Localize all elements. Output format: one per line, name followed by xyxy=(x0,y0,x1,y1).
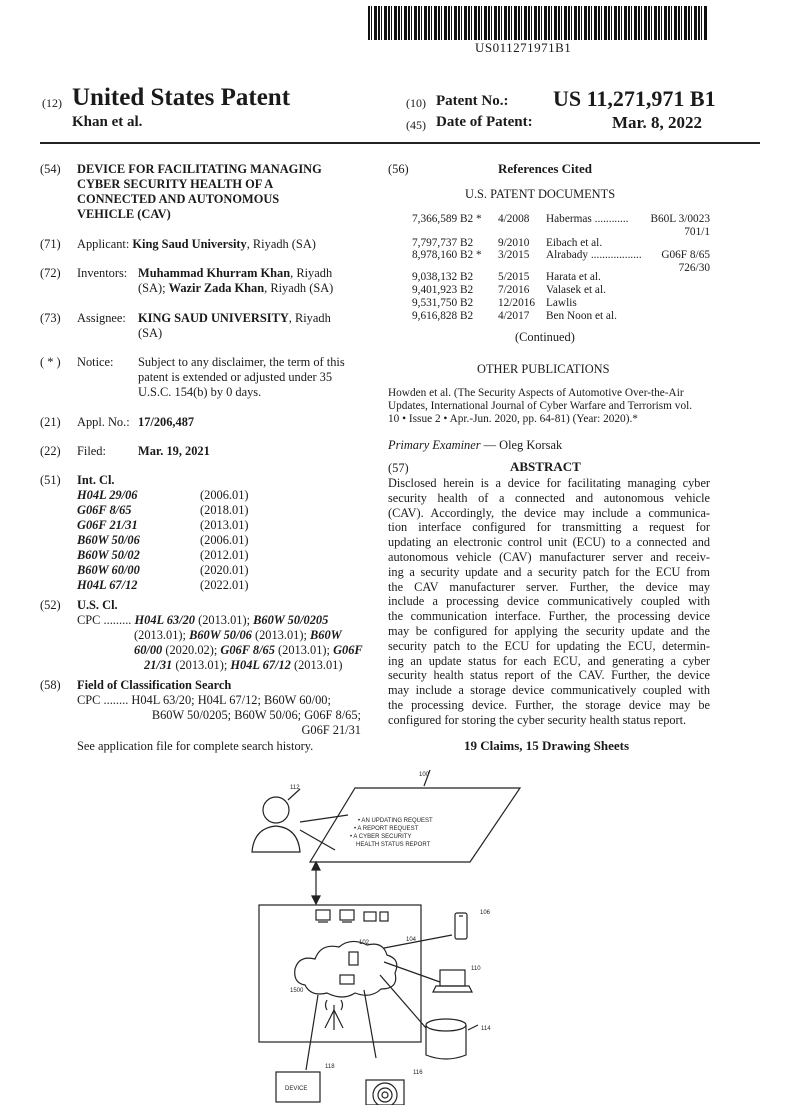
request-item-2: • A REPORT REQUEST xyxy=(354,826,419,832)
server-storage xyxy=(426,1025,466,1059)
cpc-segment: CPC ......... xyxy=(77,613,135,627)
code-54: (54) xyxy=(40,162,61,176)
user-head xyxy=(263,797,289,823)
patent-date: Mar. 8, 2022 xyxy=(612,113,703,132)
cpc-segment: B60W xyxy=(310,628,342,642)
ref-106: 106 xyxy=(480,910,491,916)
appl-number: 17/206,487 xyxy=(138,415,195,429)
laptop-device xyxy=(440,970,465,986)
reference-cell: 7,797,737 B2 xyxy=(412,237,474,249)
ref-112: 112 xyxy=(290,785,300,791)
abstract-line: may include a storage device communicatively coupled with xyxy=(388,683,710,698)
inventor-short: Khan et al. xyxy=(72,114,143,130)
patent-type-title: United States Patent xyxy=(72,84,291,111)
field-search-label: Field of Classification Search xyxy=(77,678,232,692)
cpc-segment: (2013.01); xyxy=(172,658,231,672)
reference-class: G06F 8/65 xyxy=(661,249,710,261)
reference-cell: 12/2016 xyxy=(498,297,536,309)
notice-text: Subject to any disclaimer, the term of this patent is extended or adjusted under 35 U.S.C. 154(b) by 0 days. xyxy=(138,355,345,399)
reference-cell: Ben Noon et al. xyxy=(546,310,617,322)
abstract-line: include a processing device communicatively coupled with xyxy=(388,594,710,609)
code-12: (12) xyxy=(42,96,62,110)
abstract-title: ABSTRACT xyxy=(510,459,581,474)
filed-date: Mar. 19, 2021 xyxy=(138,444,210,458)
cpc-segment: (2013.01); xyxy=(194,613,254,627)
filed-label: Filed: xyxy=(77,444,106,458)
barcode-number: US011271971B1 xyxy=(475,40,572,55)
reference-cell: 4/2017 xyxy=(498,310,530,322)
code-21: (21) xyxy=(40,415,61,429)
int-cl-row: H04L 67/12 (2022.01) xyxy=(77,578,249,592)
patent-number: US 11,271,971 B1 xyxy=(553,86,716,111)
reference-class: B60L 3/0023 xyxy=(650,213,710,225)
int-cl-label: Int. Cl. xyxy=(77,473,115,487)
abstract-line: Disclosed herein is a device for facilitating managing cyber xyxy=(388,476,710,490)
assignee: KING SAUD UNIVERSITY, Riyadh (SA) xyxy=(138,311,331,340)
int-cl-row: H04L 29/06 (2006.01) xyxy=(77,488,249,502)
claims-count: 19 Claims, 15 Drawing Sheets xyxy=(464,738,630,753)
cpc-segment: G06F 8/65 xyxy=(220,643,275,657)
abstract-line: the processing device. Further, the storage device may be xyxy=(388,697,710,712)
code-notice: ( * ) xyxy=(40,355,61,369)
cpc-segment: G06F xyxy=(333,643,363,657)
reference-class-sub: 701/1 xyxy=(684,226,710,238)
int-cl-row: B60W 60/00 (2020.01) xyxy=(77,563,249,577)
int-cl-row: B60W 50/06 (2006.01) xyxy=(77,533,249,547)
cpc-segment: H04L 67/12 xyxy=(230,658,291,672)
reference-cell: 8,978,160 B2 * xyxy=(412,249,482,261)
continued-link[interactable]: (Continued) xyxy=(515,330,575,344)
reference-cell: 7,366,589 B2 * xyxy=(412,213,482,225)
code-10: (10) xyxy=(406,96,426,110)
cpc-segment: B60W 50/06 xyxy=(189,628,252,642)
abstract-line: autonomous vehicle (CAV) manufacturer server and receiv- xyxy=(388,549,710,564)
us-patent-documents: U.S. PATENT DOCUMENTS xyxy=(465,187,616,201)
cpc-segment: (2013.01); xyxy=(274,643,334,657)
reference-cell: 5/2015 xyxy=(498,271,530,283)
reference-cell: 7/2016 xyxy=(498,284,530,296)
references-title: References Cited xyxy=(498,161,592,176)
date-label: Date of Patent: xyxy=(436,114,533,130)
abstract-line: security health status report of the CAV. Further, the device xyxy=(388,668,710,683)
cpc-segment: B60W 50/0205 xyxy=(253,613,329,627)
reference-cell: Alrabady .................. xyxy=(546,249,642,261)
reference-cell: 9,038,132 B2 xyxy=(412,271,474,283)
invention-title: DEVICE FOR FACILITATING MANAGING CYBER SECURITY HEALTH OF A CONNECTED AND AUTONOMOUS VEHICLE (CAV) xyxy=(77,162,322,221)
request-item-1: • AN UPDATING REQUEST xyxy=(358,818,433,824)
reference-cell: Eibach et al. xyxy=(546,237,603,249)
code-51: (51) xyxy=(40,473,61,487)
cpc-segment: (2013.01); xyxy=(251,628,311,642)
reference-cell: Valasek et al. xyxy=(546,284,606,296)
reference-cell: Harata et al. xyxy=(546,271,601,283)
abstract-line: tion interface configured for transmitting a request for xyxy=(388,520,710,535)
reference-cell: 9,401,923 B2 xyxy=(412,284,474,296)
code-72: (72) xyxy=(40,266,61,280)
code-22: (22) xyxy=(40,444,61,458)
abstract-line: security patch to the ECU for updating the ECU, determin- xyxy=(388,638,710,653)
reference-cell: 9,616,828 B2 xyxy=(412,310,474,322)
abstract-line: the communication interface. Further, the processing device xyxy=(388,609,710,624)
see-application: See application file for complete search history. xyxy=(77,739,314,753)
int-cl-row: B60W 50/02 (2012.01) xyxy=(77,548,249,562)
cpc-segment: 60/00 xyxy=(134,643,163,657)
inventors-label: Inventors: xyxy=(77,266,128,280)
patent-no-label: Patent No.: xyxy=(436,93,509,109)
ref-116: 116 xyxy=(413,1070,423,1076)
int-cl-row: G06F 21/31 (2013.01) xyxy=(77,518,249,532)
ref-102: 102 xyxy=(359,940,370,946)
reference-cell: 9,531,750 B2 xyxy=(412,297,474,309)
abstract-line: updating an electronic control unit (ECU) to a connected and xyxy=(388,535,710,550)
request-item-3: • A CYBER SECURITY xyxy=(350,834,412,840)
cloud-network xyxy=(295,941,397,997)
abstract-line: ing an update status for each ECU, and generating a cyber xyxy=(388,653,710,668)
device-label: DEVICE xyxy=(285,1086,308,1092)
abstract-line: configured for storing the cyber security health status report. xyxy=(388,712,687,727)
abstract-line: the CAV manufacturer server. Further, the device may xyxy=(388,579,710,594)
appl-label: Appl. No.: xyxy=(77,415,130,429)
request-document xyxy=(310,788,520,862)
reference-cell: 4/2008 xyxy=(498,213,530,225)
reference-cell: 9/2010 xyxy=(498,237,530,249)
code-52: (52) xyxy=(40,598,61,612)
publication: Howden et al. (The Security Aspects of Automotive Over-the-Air Updates, International Journal of Cyber Warfare and Terrorism vol. 10 • Issue 2 • Apr.-Jun. 2020, pp. 64-81) (Year: 2020).* xyxy=(388,387,693,425)
reference-cell: Lawlis xyxy=(546,297,577,309)
primary-examiner: Primary Examiner — Oleg Korsak xyxy=(388,438,563,452)
code-71: (71) xyxy=(40,237,61,251)
code-58: (58) xyxy=(40,678,61,692)
code-57: (57) xyxy=(388,461,409,475)
cpc-segment: (2013.01) xyxy=(290,658,343,672)
ref-104: 104 xyxy=(406,937,417,943)
ref-114: 114 xyxy=(481,1026,491,1032)
abstract-line: security health of a connected and autonomous vehicle xyxy=(388,490,710,505)
code-45: (45) xyxy=(406,118,426,132)
user-body xyxy=(252,826,300,852)
abstract-line: may be configured for applying the security update and the xyxy=(388,623,710,638)
inventors: Muhammad Khurram Khan, Riyadh (SA); Wazir Zada Khan, Riyadh (SA) xyxy=(138,266,334,295)
reference-class-sub: 726/30 xyxy=(678,262,710,274)
us-cl-label: U.S. Cl. xyxy=(77,598,118,612)
request-item-4: HEALTH STATUS REPORT xyxy=(356,842,431,848)
int-cl-row: G06F 8/65 (2018.01) xyxy=(77,503,249,517)
cpc-segment: (2020.02); xyxy=(162,643,221,657)
ref-100: 100 xyxy=(419,772,430,778)
reference-cell: 3/2015 xyxy=(498,249,530,261)
cpc-segment: H04L 63/20 xyxy=(134,613,195,627)
code-73: (73) xyxy=(40,311,61,325)
applicant: Applicant: King Saud University, Riyadh (SA) xyxy=(77,237,316,251)
ref-118: 118 xyxy=(325,1064,335,1070)
abstract-line: (CAV). Accordingly, the device may include a communica- xyxy=(388,505,710,520)
ref-1500: 1500 xyxy=(290,988,304,994)
other-publications-title: OTHER PUBLICATIONS xyxy=(477,362,610,376)
ref-110: 110 xyxy=(471,966,481,972)
reference-cell: Habermas ............ xyxy=(546,213,629,225)
notice-label: Notice: xyxy=(77,355,114,369)
assignee-label: Assignee: xyxy=(77,311,126,325)
cpc-segment: (2013.01); xyxy=(134,628,190,642)
field-search-lines: CPC ........ H04L 63/20; H04L 67/12; B60W 60/00; B60W 50/0205; B60W 50/06; G06F 8/65; G06F 21/31 xyxy=(77,693,361,737)
abstract-line: ing a security update and a security patch for the ECU from xyxy=(388,564,710,579)
code-56: (56) xyxy=(388,162,409,176)
cpc-segment: 21/31 xyxy=(144,658,173,672)
phone-device xyxy=(455,913,467,939)
